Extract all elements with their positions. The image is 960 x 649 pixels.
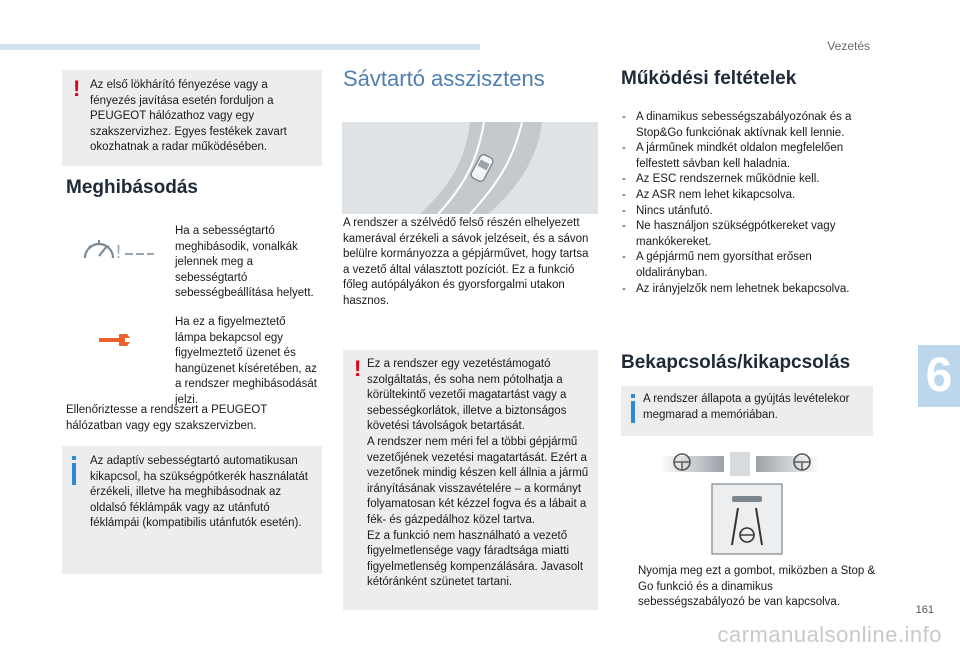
warning-icon: ! bbox=[354, 356, 362, 381]
info-icon bbox=[631, 394, 635, 398]
warning-icon: ! bbox=[73, 76, 81, 101]
conditions-heading: Működési feltételek bbox=[621, 68, 797, 89]
page-number: 161 bbox=[915, 604, 934, 616]
header-bar bbox=[0, 44, 480, 50]
speedometer-fault-icon bbox=[79, 230, 155, 266]
condition-item: - Nincs utánfutó. bbox=[619, 204, 869, 220]
conditions-list bbox=[619, 110, 869, 297]
check-text: Ellenőriztesse a rendszert a PEUGEOT hálózatban vagy egy szakszervizben. bbox=[66, 404, 268, 432]
lane-assist-title: Sávtartó asszisztens bbox=[343, 66, 545, 91]
lane-assist-illustration bbox=[342, 122, 598, 214]
chapter-tab: 6 bbox=[918, 345, 960, 407]
warning-text: Az első lökhárító fényezése vagy a fényezés javítása esetén forduljon a PEUGEOT hálózathoz vagy egy szakszervizhez. Egyes festékek zavart okozhatnak a radar működésében. bbox=[90, 79, 287, 154]
condition-item: - A gépjármű nem gyorsíthat erősen oldalirányban. bbox=[619, 250, 869, 281]
condition-item: - Az irányjelzők nem lehetnek bekapcsolva. bbox=[619, 282, 869, 298]
info-icon bbox=[72, 456, 76, 460]
info-box-adaptive bbox=[62, 446, 322, 574]
fault-text-2: Ha ez a figyelmeztető lámpa bekapcsol egy figyelmeztető üzenet és hangüzenet kíséretében, az a rendszer meghibásodását jelzi. bbox=[175, 316, 317, 406]
activation-heading: Bekapcsolás/kikapcsolás bbox=[621, 352, 851, 373]
warning-box-bumper bbox=[62, 70, 322, 166]
condition-item: - A dinamikus sebességszabályozónak és a Stop&Go funkciónak aktívnak kell lennie. bbox=[619, 110, 869, 141]
info-box-memory bbox=[621, 386, 873, 436]
activation-instruction bbox=[620, 564, 876, 611]
condition-item: - Az ASR nem lehet kikapcsolva. bbox=[619, 188, 869, 204]
condition-item: - Az ESC rendszernek működnie kell. bbox=[619, 172, 869, 188]
warning-box-lane-assist bbox=[343, 350, 598, 610]
svg-text:!: ! bbox=[116, 242, 122, 262]
lane-assist-button-illustration bbox=[660, 450, 840, 560]
condition-item: - Ne használjon szükségpótkereket vagy mankókereket. bbox=[619, 219, 869, 250]
info-text: Az adaptív sebességtartó automatikusan kikapcsol, ha szükségpótkerék használatát érzékeli, illetve ha meghibásodnak az oldalsó féklámpák vagy az utánfutó féklámpái (kompatibilis utánfutók esetén). bbox=[90, 455, 308, 530]
info-text: A rendszer állapota a gyújtás levételekor megmarad a memóriában. bbox=[643, 393, 850, 421]
instruction-text: Nyomja meg ezt a gombot, miközben a Stop & Go funkció és a dinamikus sebességszabályozó be van kapcsolva. bbox=[638, 565, 876, 609]
wrench-warning-icon bbox=[97, 332, 131, 348]
warning-text: Ez a rendszer egy vezetéstámogató szolgáltatás, és soha nem pótolhatja a körültekintő vezetői magatartást vagy a sebességkorlátok, illetve a biztonságos követési távolságok betartását. A rendszer nem méri fel a többi gépjármű vezetőjének vezetési magatartását. Ezért a vezetőnek mindig készen kell állnia a jármű irányításának visszavételére – a kormányt folyamatosan két kézzel fogva és a lábait a fék- és gázpedálhoz közel tartva. Ez a funkció nem használható a vezető figyelmetlensége vagy fáradtsága miatti figyelmetlenség kompenzálására. Javasolt kétóránként szünetet tartani. bbox=[367, 358, 589, 589]
fault-heading: Meghibásodás bbox=[66, 177, 198, 198]
section-title: Vezetés bbox=[827, 39, 870, 53]
watermark: carmanualsonline.info bbox=[717, 622, 942, 647]
fault-text-1: Ha a sebességtartó meghibásodik, vonalkák jelennek meg a sebességtartó sebességbeállítása helyett. bbox=[175, 225, 314, 300]
lane-assist-description: A rendszer a szélvédő felső részén elhelyezett kamerával érzékeli a sávok jelzéseit, és a sávon belülre kormányozza a gépjárművet, hogy tartsa a vezető által választott pozíciót. Ez a funkció főleg autópályákon és gyorsforgalmi utakon hasznos. bbox=[343, 217, 589, 307]
condition-item: - A járműnek mindkét oldalon megfelelően felfestett sávban kell haladnia. bbox=[619, 141, 869, 172]
